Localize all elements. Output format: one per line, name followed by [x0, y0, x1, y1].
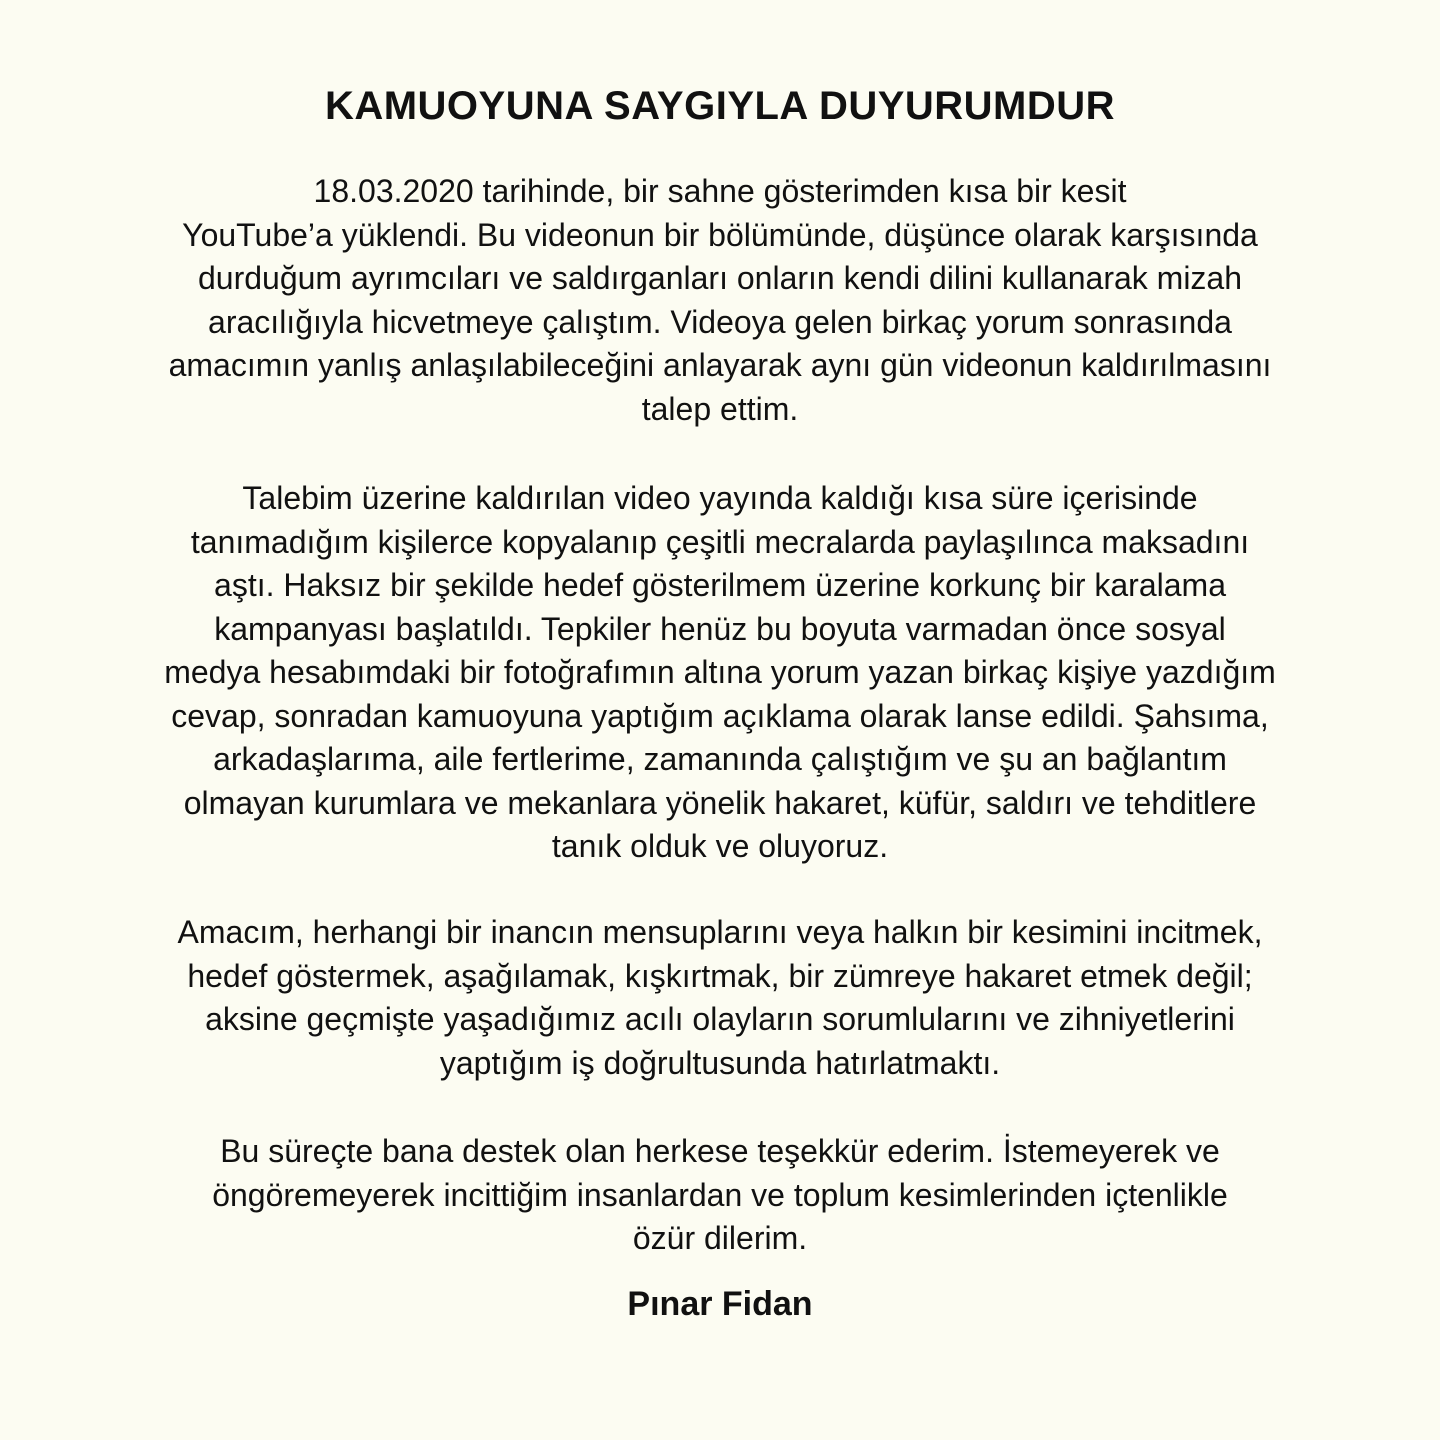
paragraph-line: YouTube’a yüklendi. Bu videonun bir bölümünde, düşünce olarak karşısında — [182, 216, 1258, 253]
paragraph-1 — [0, 170, 1440, 431]
paragraph-4 — [0, 1130, 1440, 1261]
paragraph-line: olmayan kurumlara ve mekanlara yönelik hakaret, küfür, saldırı ve tehditlere — [183, 784, 1257, 821]
paragraph-line: hedef göstermek, aşağılamak, kışkırtmak, bir zümreye hakaret etmek değil; — [187, 957, 1253, 994]
signature: Pınar Fidan — [627, 1285, 813, 1323]
paragraph-line: medya hesabımdaki bir fotoğrafımın altına yorum yazan birkaç kişiye yazdığım — [164, 654, 1276, 690]
paragraph-line: yaptığım iş doğrultusunda hatırlatmaktı. — [439, 1044, 1001, 1081]
paragraph-line: kampanyası başlatıldı. Tepkiler henüz bu boyuta varmadan önce sosyal — [214, 610, 1226, 647]
paragraph-line: tanımadığım kişilerce kopyalanıp çeşitli mecralarda paylaşılınca maksadını — [190, 523, 1250, 560]
paragraph-line: tanık olduk ve oluyoruz. — [551, 828, 889, 864]
paragraph-3 — [0, 911, 1440, 1085]
paragraph-line: arkadaşlarıma, aile fertlerime, zamanında çalıştığım ve şu an bağlantım — [213, 741, 1227, 777]
paragraph-line: özür dilerim. — [632, 1220, 808, 1256]
paragraph-2 — [0, 477, 1440, 869]
paragraph-line: cevap, sonradan kamuoyuna yaptığım açıklama olarak lanse edildi. Şahsıma, — [171, 697, 1269, 734]
paragraph-line: Talebim üzerine kaldırılan video yayında kaldığı kısa süre içerisinde — [242, 480, 1198, 516]
paragraph-line: Amacım, herhangi bir inancın mensuplarını veya halkın bir kesimini incitmek, — [177, 914, 1263, 950]
paragraph-line: 18.03.2020 tarihinde, bir sahne gösterimden kısa bir kesit — [313, 173, 1127, 209]
paragraph-line: Bu süreçte bana destek olan herkese teşekkür ederim. İstemeyerek ve — [220, 1133, 1220, 1169]
paragraph-line: aştı. Haksız bir şekilde hedef gösterilmem üzerine korkunç bir karalama — [214, 567, 1226, 603]
statement-title: KAMUOYUNA SAYGIYLA DUYURUMDUR — [324, 84, 1116, 128]
paragraph-line: talep ettim. — [641, 390, 799, 427]
paragraph-line: aksine geçmişte yaşadığımız acılı olayların sorumlularını ve zihniyetlerini — [205, 1001, 1235, 1037]
paragraph-line: durduğum ayrımcıları ve saldırganları onların kendi dilini kullanarak mizah — [197, 260, 1243, 296]
paragraph-line: öngöremeyerek incittiğim insanlardan ve toplum kesimlerinden içtenlikle — [212, 1176, 1228, 1213]
paragraph-line: amacımın yanlış anlaşılabileceğini anlayarak aynı gün videonun kaldırılmasını — [168, 347, 1272, 383]
paragraph-line: aracılığıyla hicvetmeye çalıştım. Videoya gelen birkaç yorum sonrasında — [208, 303, 1232, 340]
